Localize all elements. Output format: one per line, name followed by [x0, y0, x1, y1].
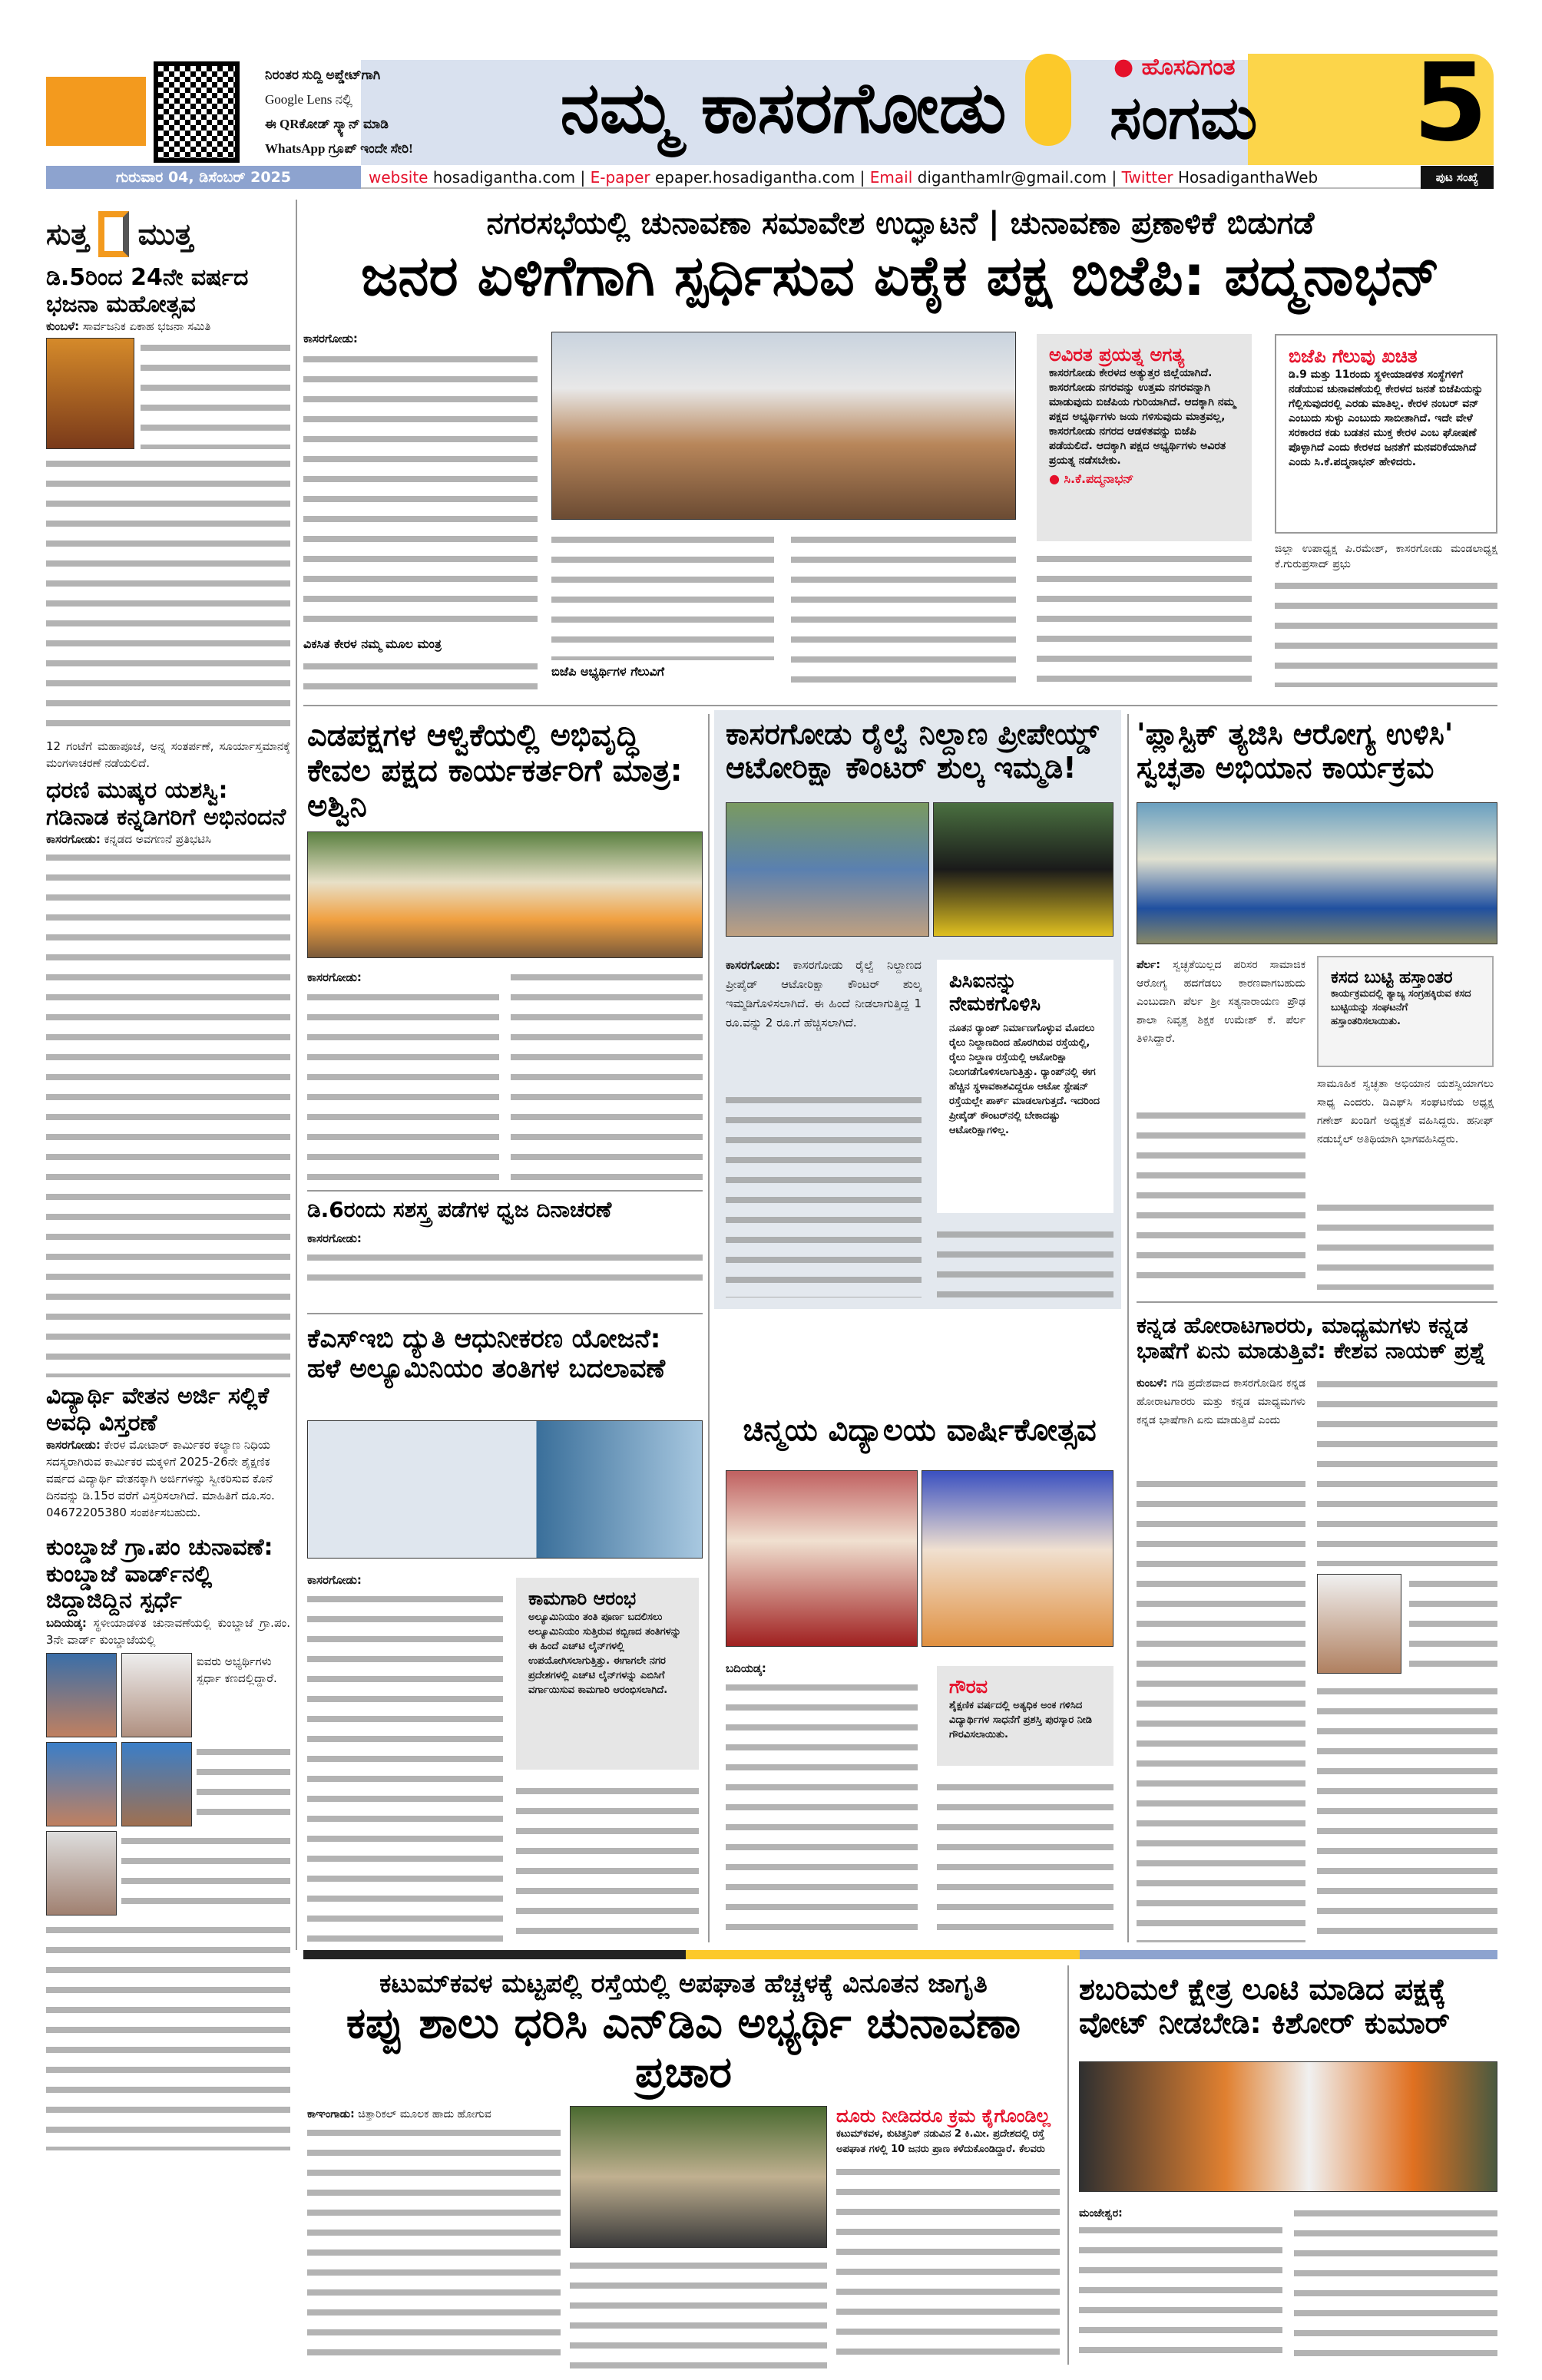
- email-link[interactable]: diganthamlr@gmail.com: [917, 168, 1107, 187]
- story-headline: 'ಪ್ಲಾಸ್ಟಿಕ್ ತ್ಯಜಿಸಿ ಆರೋಗ್ಯ ಉಳಿಸಿ' ಸ್ವಚ್ಛತಾ ಅಭಿಯಾನ ಕಾರ್ಯಕ್ರಮ: [1137, 717, 1454, 785]
- nda-content: [307, 2106, 1060, 2368]
- band-segment: [1080, 1950, 1497, 1959]
- text-lines: [46, 1920, 290, 2150]
- story-divider: [307, 1190, 703, 1192]
- text-column: [307, 967, 499, 1182]
- band-segment: [303, 1950, 686, 1959]
- cleanliness-photo: [1137, 802, 1497, 944]
- info-box: [516, 1578, 699, 1770]
- dateline: ಕಾಸರಗೋಡು:: [46, 1438, 101, 1452]
- box-title: ಪಿಸಿಐನನ್ನು ನೇಮಕಗೊಳಿಸಿ: [949, 970, 1041, 1016]
- box-title: ಅವಿರತ ಪ್ರಯತ್ನ ಅಗತ್ಯ: [1049, 344, 1185, 365]
- text-lines: [303, 656, 538, 699]
- box-title: ಕಸದ ಬುಟ್ಟಿ ಹಸ್ತಾಂತರ: [1331, 968, 1453, 987]
- candidate-photo: [121, 1742, 192, 1826]
- box-text: ಅಲ್ಯೂಮಿನಿಯಂ ತಂತಿ ಪೂರ್ಣ ಬದಲಿಸಲು ಅಲ್ಯೂಮಿನಿಯಂ ಸುತ್ತಿರುವ ಕಬ್ಬಿಣದ ತಂತಿಗಳನ್ನು ಈ ಹಿಂದೆ ಎಚ್‌ಟಿ ಲೈನ್‌ಗಳಲ್ಲಿ ಉಪಯೋಗಿಸಲಾಗುತ್ತಿತ್ತು. ಈಗಾಗಲೇ ನಗರ ಪ್ರದೇಶಗಳಲ್ಲಿ ಎಚ್‌ಟಿ ಲೈನ್‌ಗಳನ್ನು ಎಬಿಸಿಗೆ ವರ್ಗಾಯಿಸುವ ಕಾಮಗಾರಿ ಆರಂಭಿಸಲಾಗಿದೆ.: [528, 1611, 681, 1696]
- page-label: ಪುಟ ಸಂಖ್ಯೆ: [1421, 166, 1494, 189]
- convention-photo: [551, 332, 1016, 520]
- column-divider: [708, 714, 710, 1942]
- box-title: ಗೌರವ: [949, 1676, 988, 1697]
- top-story-subhead: ವಿಕಸಿತ ಕೇರಳ ನಮ್ಮ ಮೂಲ ಮಂತ್ರ: [303, 636, 442, 651]
- road-campaign-photo: [570, 2106, 827, 2248]
- box-title: ಕಾಮಗಾರಿ ಆರಂಭ: [528, 1588, 637, 1609]
- twitter-link[interactable]: HosadiganthaWeb: [1178, 168, 1319, 187]
- story-lead: [307, 1228, 362, 1248]
- story-headline: ಚಿನ್ಮಯ ವಿದ್ಯಾಲಯ ವಾರ್ಷಿಕೋತ್ಸವ: [743, 1413, 1097, 1448]
- box-text: ಕಾಸರಗೋಡು ಕೇರಳದ ಅತ್ಯುತ್ತರ ಜಿಲ್ಲೆಯಾಗಿದೆ. ಕಾಸರಗೋಡು ನಗರವನ್ನು ಉತ್ತಮ ನಗರವನ್ನಾಗಿ ಮಾಡುವುದು ಬಿಜೆಪಿಯ ಗುರಿಯಾಗಿದೆ. ಆದಕ್ಕಾಗಿ ನಮ್ಮ ಪಕ್ಷದ ಅಭ್ಯರ್ಥಿಗಳು ಜಯ ಗಳಿಸುವುದು ಮಾತ್ರವಲ್ಲ, ಕಾಸರಗೋಡು ನಗರದ ಆಡಳಿತವನ್ನು ಬಿಜೆಪಿ ಪಡೆಯಲಿದೆ. ಆದಕ್ಕಾಗಿ ಪಕ್ಷದ ಅಭ್ಯರ್ಥಿಗಳು ಅವಿರತ ಪ್ರಯತ್ನ ನಡೆಸಬೇಕು.: [1049, 366, 1236, 467]
- info-box: [937, 960, 1113, 1213]
- story-headline: ಡಿ.5ರಿಂದ 24ನೇ ವರ್ಷದ ಭಜನಾ ಮಹೋತ್ಸವ: [46, 264, 249, 318]
- section-logo: [46, 211, 292, 257]
- alvins-text: [307, 967, 703, 1182]
- text-lines: [791, 530, 1016, 683]
- story-kicker: ಕಟುಮ್‌ಕವಳ ಮಟ್ಟಪಲ್ಲಿ ರಸ್ತೆಯಲ್ಲಿ ಅಪಘಾತ ಹೆಚ್ಚಳಕ್ಕೆ ವಿನೂತನ ಜಾಗೃತಿ: [379, 1969, 988, 1999]
- color-band: [303, 1950, 1497, 1959]
- info-box: [1317, 956, 1494, 1067]
- box-text: ಡಿ.9 ಮತ್ತು 11ರಂದು ಸ್ಥಳೀಯಾಡಳಿತ ಸಂಸ್ಥೆಗಳಿಗೆ ನಡೆಯುವ ಚುನಾವಣೆಯಲ್ಲಿ ಕೇರಳದ ಜನತೆ ಬಿಜೆಪಿಯನ್ನು ಗೆಲ್ಲಿಸುವುದರಲ್ಲಿ ಎರಡು ಮಾತಿಲ್ಲ. ಕೇರಳ ನಂಬರ್ ವನ್ ಎಂಬುದು ಸುಳ್ಳು ಎಂಬುದು ಸಾಬೀತಾಗಿದೆ. ಇದೇ ವೇಳೆ ಸರಕಾರದ ಕಡು ಬಡತನ ಮುಕ್ತ ಕೇರಳ ಎಂಬ ಘೋಷಣೆ ಪೊಳ್ಳಾಗಿದೆ ಎಂದು ಕೇರಳದ ಜನತೆಗೆ ಮನವರಿಕೆಯಾಗಿದೆ ಎಂದು ಸಿ.ಕೆ.ಪದ್ಮನಾಭನ್ ಹೇಳಿದರು.: [1289, 368, 1484, 468]
- contact-bar: website hosadigantha.com | E-paper epaper.hosadigantha.com | Email diganthamlr@gmail.com | Twitter HosadiganthaWeb: [361, 166, 1421, 189]
- dateline: ಕಾಸರಗೋಡು:: [46, 832, 101, 846]
- story-headline: ಕುಂಬ್ಡಾಜೆ ಗ್ರಾ.ಪಂ ಚುನಾವಣೆ: ಕುಂಬ್ಡಾಜೆ ವಾರ್ಡ್‌ನಲ್ಲಿ ಜಿದ್ದಾಜಿದ್ದಿನ ಸ್ಪರ್ಧೆ: [46, 1534, 273, 1614]
- text-lines: [570, 2256, 827, 2368]
- story-divider: [307, 1313, 703, 1314]
- dateline: ಕಾಸರಗೋಡು:: [726, 958, 780, 972]
- link-label: Email: [869, 168, 913, 187]
- column-divider: [296, 200, 297, 1950]
- text-lines: [307, 1589, 503, 1942]
- candidate-photo: [46, 1831, 117, 1916]
- box-byline: ● ಸಿ.ಕೆ.ಪದ್ಮನಾಭನ್: [1049, 471, 1134, 486]
- dateline: ಕಾಸರಗೋಡು:: [303, 332, 358, 345]
- text-lines: [937, 1225, 1113, 1297]
- text-lines: [307, 1248, 703, 1294]
- dateline: ಪೆರ್ಲ:: [1137, 959, 1161, 971]
- brand-logo: ● ಹೊಸದಿಗಂತ: [1113, 54, 1236, 81]
- lead-text: ಕನ್ನಡದ ಅವಗಣನೆ ಪ್ರತಿಭಟಿಸಿ: [104, 832, 211, 846]
- text-lines: [1317, 1374, 1497, 1566]
- epaper-link[interactable]: epaper.hosadigantha.com: [655, 168, 855, 187]
- section-title: ಸಂಗಮ: [1110, 84, 1258, 153]
- page-number: 5: [1413, 41, 1488, 166]
- text-lines: [1079, 2220, 1282, 2365]
- lead-text: ಸಾರ್ವಜನಿಕ ಏಕಾಹ ಭಜನಾ ಸಮಿತಿ: [82, 319, 211, 333]
- window-icon: [98, 211, 129, 257]
- qr-line: ನಿರಂತರ ಸುದ್ದಿ ಅಪ್ಡೇಟ್‌ಗಾಗಿ: [265, 68, 381, 82]
- link-label: website: [369, 168, 429, 187]
- dateline: ಮಂಜೇಶ್ವರ:: [1079, 2207, 1123, 2220]
- dateline: ಬದಿಯಡ್ಕ:: [46, 1615, 87, 1630]
- story-lead: [307, 1570, 362, 1590]
- lead-text: ಸ್ಥಳೀಯಾಡಳಿತ ಚುನಾವಣೆಯಲ್ಲಿ ಕುಂಬ್ಡಾಜೆ ಗ್ರಾ.ಪಂ. 3ನೇ ವಾರ್ಡ್ ಕುಂಬ್ಡಾಜೆಯಲ್ಲಿ: [46, 1615, 290, 1647]
- story-lead: [726, 1658, 766, 1678]
- top-story-tail: ಜಿಲ್ಲಾ ಉಪಾಧ್ಯಕ್ಷ ಪಿ.ರಮೇಶ್, ಕಾಸರಗೋಡು ಮಂಡಲಾಧ್ಯಕ್ಷ ಕೆ.ಗುರುಪ್ರಸಾದ್ ಪ್ರಭು: [1275, 543, 1497, 570]
- autorickshaw-photo: [933, 802, 1113, 937]
- text-lines: [516, 1781, 699, 1942]
- qr-code: [154, 61, 240, 163]
- text-column: [307, 2106, 561, 2368]
- link-label: E-paper: [590, 168, 650, 187]
- text-lines: [551, 530, 774, 660]
- alvins-story: [307, 718, 703, 1182]
- link-label: Twitter: [1121, 168, 1173, 187]
- bhajan-photo: [46, 338, 134, 449]
- story-headline: ಕಪ್ಪು ಶಾಲು ಧರಿಸಿ ಎನ್‌ಡಿಎ ಅಭ್ಯರ್ಥಿ ಚುನಾವಣಾ ಪ್ರಚಾರ: [346, 1998, 1021, 2098]
- left-column: [46, 265, 290, 2150]
- text-lines: [1317, 1681, 1497, 1942]
- dateline: ಕಾಸರಗೋಡು:: [307, 970, 362, 984]
- text-lines: [1137, 1106, 1305, 1290]
- top-story-headline: ಜನರ ಏಳಿಗೆಗಾಗಿ ಸ್ಪರ್ಧಿಸುವ ಏಕೈಕ ಪಕ್ಷ ಬಿಜೆಪಿ: ಪದ್ಮನಾಭನ್: [361, 243, 1440, 308]
- story-lead: [46, 1436, 290, 1521]
- dateline: ಕುಂಬಳೆ:: [46, 319, 80, 333]
- text-lines: [121, 1831, 290, 1916]
- box-title: ಬಿಜೆಪಿ ಗೆಲುವು ಖಚಿತ: [1289, 345, 1418, 367]
- band-segment: [686, 1950, 1080, 1959]
- story-divider: [1137, 1301, 1497, 1303]
- candidate-photo: [46, 1742, 117, 1826]
- info-box: [1037, 334, 1252, 541]
- orange-block: [46, 77, 146, 146]
- story-tail: 12 ಗಂಟೆಗೆ ಮಹಾಪೂಜೆ, ಅನ್ನ ಸಂತರ್ಪಣೆ, ಸೂರ್ಯಾಸ್ತಮಾನಕ್ಕೆ ಮಂಗಳಾಚರಣೆ ನಡೆಯಲಿದೆ.: [46, 739, 290, 770]
- box-text: ನೂತನ ರ್‍ಯಾಂಪ್ ನಿರ್ಮಾಣಗೊಳ್ಳುವ ಮೊದಲು ರೈಲು ನಿಲ್ದಾಣದಿಂದ ಹೊರಗಿರುವ ರಸ್ತೆಯಲ್ಲಿ, ರೈಲು ನಿಲ್ದಾಣ ರಸ್ತೆಯಲ್ಲಿ ಆಟೋರಿಕ್ಷಾ ನಿಲುಗಡೆಗೊಳಿಸಲಾಗುತ್ತಿತ್ತು. ರ್‍ಯಾಂಪ್‌ನಲ್ಲಿ ಈಗ ಹೆಚ್ಚಿನ ಸ್ಥಳಾವಕಾಶವಿದ್ದರೂ ಆಟೋ ಸ್ಟೇಷನ್ ರಸ್ತೆಯಲ್ಲೇ ಪಾರ್ಕ್ ಮಾಡಲಾಗುತ್ತದೆ. ಇದರಿಂದ ಪ್ರೀಪೈಡ್ ಕೌಂಟರ್‌ನಲ್ಲಿ ಬೇಕಾದಷ್ಟು ಆಟೋರಿಕ್ಷಾಗಳಿಲ್ಲ.: [949, 1022, 1100, 1136]
- lead-text: ಕಾಸರಗೋಡು ರೈಲ್ವೆ ನಿಲ್ದಾಣದ ಪ್ರೀಪೈಡ್ ಆಟೋರಿಕ್ಷಾ ಕೌಂಟರ್ ಶುಲ್ಕ ಇಮ್ಮಡಿಗೊಳಿಸಲಾಗಿದೆ. ಈ ಹಿಂದೆ ನೀಡಲಾಗುತ್ತಿದ್ದ 1 ರೂ.ವನ್ನು 2 ರೂ.ಗೆ ಹೆಚ್ಚಿಸಲಾಗಿದೆ.: [726, 958, 922, 1030]
- text-lines: [46, 454, 290, 738]
- text-lines: [197, 1742, 290, 1826]
- power-line-photo: [307, 1420, 703, 1559]
- qr-line: ಈ QRಕೋಡ್ ಸ್ಕ್ಯಾನ್ ಮಾಡಿ: [265, 117, 389, 131]
- chinmaya-stage-photo: [922, 1470, 1113, 1647]
- text-lines: [307, 987, 499, 1182]
- story-headline: ಎಡಪಕ್ಷಗಳ ಆಳ್ವಿಕೆಯಲ್ಲಿ ಅಭಿವೃದ್ಧಿ ಕೇವಲ ಪಕ್ಷದ ಕಾರ್ಯಕರ್ತರಿಗೆ ಮಾತ್ರ: ಅಶ್ವಿನಿ: [307, 718, 683, 824]
- candidate-photo: [121, 1653, 192, 1737]
- dateline: ಬದಿಯಡ್ಕ:: [726, 1661, 766, 1675]
- story-lead: [1137, 1374, 1305, 1430]
- story-lead: [307, 2106, 561, 2123]
- box-text: ಕಟುಮ್‌ಕವಳ, ಕುಟಿತ್ತನಿಕ್ ನಡುವಿನ 2 ಕಿ.ಮೀ. ಪ್ರದೇಶದಲ್ಲಿ ರಸ್ತೆ ಅಪಘಾತ ಗಳಲ್ಲಿ 10 ಜನರು ಪ್ರಾಣ ಕಳೆದುಕೊಂಡಿದ್ದಾರೆ. ಕೆಲವರು: [836, 2128, 1045, 2156]
- column-divider: [1067, 1965, 1069, 2365]
- photo-column: [570, 2106, 827, 2368]
- qr-line: Google Lens ನಲ್ಲಿ: [265, 92, 352, 107]
- story-lead: [307, 967, 499, 987]
- text-lines: [141, 338, 290, 449]
- keshava-nayak-photo: [1317, 1574, 1401, 1674]
- story-headline: ಕೆಎಸ್‌ಇಬಿ ದ್ಯುತಿ ಆಧುನೀಕರಣ ಯೋಜನೆ: ಹಳೆ ಅಲ್ಯೂಮಿನಿಯಂ ತಂತಿಗಳ ಬದಲಾವಣೆ: [307, 1324, 666, 1385]
- lead-text: ಸ್ವಚ್ಛತೆಯಿಲ್ಲದ ಪರಿಸರ ಸಾಮಾಜಿಕ ಆರೋಗ್ಯ ಹದಗೆಡಲು ಕಾರಣವಾಗಬಹುದು ಎಂಬುದಾಗಿ ಪೆರ್ಲ ಶ್ರೀ ಸತ್ಯನಾರಾಯಣ ಪ್ರೌಢ ಶಾಲಾ ನಿವೃತ್ತ ಶಿಕ್ಷಕ ಉಮೇಶ್ ಕೆ. ಪೆರ್ಲ ತಿಳಿಸಿದ್ದಾರೆ.: [1137, 959, 1306, 1045]
- text-lines: [937, 1777, 1113, 1942]
- story-headline: ಡಿ.6ರಂದು ಸಶಸ್ತ್ರ ಪಡೆಗಳ ಧ್ವಜ ದಿನಾಚರಣೆ: [307, 1197, 612, 1222]
- text-lines: [46, 848, 290, 1377]
- story-text: ಸಾಮೂಹಿಕ ಸ್ವಚ್ಛತಾ ಅಭಿಯಾನ ಯಶಸ್ವಿಯಾಗಲು ಸಾಧ್ಯ ಎಂದರು. ಡಿಎಫ್‌ಸಿ ಸಂಘಟನೆಯ ಅಧ್ಯಕ್ಷ ಗಣೇಶ್ ಖಂಡಿಗೆ ಅಧ್ಯಕ್ಷತೆ ವಹಿಸಿದ್ದರು. ಹನೀಫ್ ನಡುಬೈಲ್ ಅತಿಥಿಯಾಗಿ ಭಾಗವಹಿಸಿದ್ದರು.: [1317, 1078, 1494, 1145]
- candidate-note: ಐವರು ಅಭ್ಯರ್ಥಿಗಳು ಸ್ಪರ್ಧಾ ಕಣದಲ್ಲಿದ್ದಾರೆ.: [197, 1654, 277, 1685]
- text-lines: [303, 349, 538, 633]
- text-lines: [511, 967, 703, 1182]
- info-box: [937, 1666, 1113, 1766]
- section-divider: [303, 705, 1497, 706]
- box-title: ದೂರು ನೀಡಿದರೂ ಕ್ರಮ ಕೈಗೊಂಡಿಲ್ಲ: [836, 2105, 1051, 2127]
- top-story-lead: [303, 330, 538, 347]
- masthead-title: ನಮ್ಮ ಕಾಸರಗೋಡು: [560, 67, 1007, 149]
- section-logo-right: ಮುತ್ತ: [137, 217, 194, 251]
- byline: ಸಿ.ಕೆ.ಪದ್ಮನಾಭನ್: [1064, 471, 1134, 486]
- date-bar: [46, 166, 361, 189]
- story-headline: ಕನ್ನಡ ಹೋರಾಟಗಾರರು, ಮಾಧ್ಯಮಗಳು ಕನ್ನಡ ಭಾಷೆಗೆ ಏನು ಮಾಡುತ್ತಿವೆ: ಕೇಶವ ನಾಯಕ್ ಪ್ರಶ್ನೆ: [1137, 1312, 1486, 1364]
- story-lead: [1137, 956, 1305, 1048]
- text-lines: [307, 2123, 561, 2368]
- issue-date: ಗುರುವಾರ 04, ಡಿಸೆಂಬರ್ 2025: [115, 169, 292, 186]
- qr-caption: [265, 63, 413, 161]
- alvins-photo: [307, 831, 703, 958]
- lead-text: ಗಡಿ ಪ್ರದೇಶವಾದ ಕಾಸರಗೋಡಿನ ಕನ್ನಡ ಹೋರಾಟಗಾರರು ಮತ್ತು ಕನ್ನಡ ಮಾಧ್ಯಮಗಳು ಕನ್ನಡ ಭಾಷೆಗಾಗಿ ಏನು ಮಾಡುತ್ತಿವೆ ಎಂದು: [1137, 1377, 1305, 1426]
- counter-photo: [726, 802, 929, 937]
- lead-text: ಕೇರಳ ಮೋಟಾರ್ ಕಾರ್ಮಿಕರ ಕಲ್ಯಾಣ ನಿಧಿಯ ಸದಸ್ಯರಾಗಿರುವ ಕಾರ್ಮಿಕರ ಮಕ್ಕಳಿಗೆ 2025-26ನೇ ಶೈಕ್ಷಣಿಕ ವರ್ಷದ ವಿದ್ಯಾರ್ಥಿ ವೇತನಕ್ಕಾಗಿ ಅರ್ಜಿಗಳನ್ನು ಸ್ವೀಕರಿಸುವ ಕೊನೆ ದಿನವನ್ನು ಡಿ.15ರ ವರೆಗೆ ವಿಸ್ತರಿಸಲಾಗಿದೆ. ಮಾಹಿತಿಗೆ ದೂ.ಸಂ. 04672205380 ಸಂಪರ್ಕಿಸಬಹುದು.: [46, 1438, 275, 1519]
- text-lines: [726, 1090, 922, 1297]
- story-headline: ವಿದ್ಯಾರ್ಥಿ ವೇತನ ಅರ್ಜಿ ಸಲ್ಲಿಕೆ ಅವಧಿ ವಿಸ್ತರಣೆ: [46, 1383, 270, 1436]
- dateline: ಕಾಸರಗೋಡು:: [307, 1573, 362, 1587]
- text-lines: [1409, 1574, 1497, 1674]
- top-story-subhead: ಬಿಜೆಪಿ ಅಭ್ಯರ್ಥಿಗಳ ಗೆಲುವಿಗೆ: [551, 664, 665, 679]
- dateline: ಕಾಞಂಗಾಡು:: [307, 2107, 355, 2121]
- dateline: ಕುಂಬಳೆ:: [1137, 1377, 1168, 1390]
- brand-name: ಹೊಸದಿಗಂತ: [1141, 54, 1236, 81]
- story-lead: [46, 318, 290, 335]
- story-headline: ಕಾಸರಗೋಡು ರೈಲ್ವೆ ನಿಲ್ದಾಣ ಪ್ರೀಪೇಯ್ಡ್ ಆಟೋರಿಕ್ಷಾ ಕೌಂಟರ್ ಶುಲ್ಕ ಇಮ್ಮಡಿ!: [726, 717, 1099, 785]
- text-lines: [726, 1678, 918, 1942]
- text-lines: [1275, 576, 1497, 687]
- text-lines: [836, 2162, 1060, 2368]
- story-lead: [46, 1615, 290, 1648]
- chinmaya-photo: [726, 1470, 918, 1647]
- dateline: ಕಾಸರಗೋಡು:: [307, 1231, 362, 1245]
- website-link[interactable]: hosadigantha.com: [432, 168, 576, 187]
- side-box: [836, 2106, 1060, 2368]
- candidate-photo: [46, 1653, 117, 1737]
- box-text: ಶೈಕ್ಷಣಿಕ ವರ್ಷದಲ್ಲಿ ಅತ್ಯಧಿಕ ಅಂಕ ಗಳಿಸಿದ ವಿದ್ಯಾರ್ಥಿಗಳ ಸಾಧನೆಗೆ ಪ್ರಶಸ್ತಿ ಪುರಸ್ಕಾರ ನೀಡಿ ಗೌರವಿಸಲಾಯಿತು.: [949, 1699, 1092, 1740]
- section-logo-left: ಸುತ್ತ: [46, 217, 89, 251]
- top-story-kicker: ನಗರಸಭೆಯಲ್ಲಿ ಚುನಾವಣಾ ಸಮಾವೇಶ ಉದ್ಘಾಟನೆ | ಚುನಾವಣಾ ಪ್ರಣಾಳಿಕೆ ಬಿಡುಗಡೆ: [486, 206, 1315, 241]
- info-box: [1275, 334, 1497, 534]
- story-headline: ಧರಣಿ ಮುಷ್ಕರ ಯಶಸ್ವಿ: ಗಡಿನಾಡ ಕನ್ನಡಿಗರಿಗೆ ಅಭಿನಂದನೆ: [46, 777, 286, 831]
- story-lead: [46, 831, 290, 848]
- qr-line: WhatsApp ಗ್ರೂಪ್ ಇಂದೇ ಸೇರಿ!: [265, 141, 413, 156]
- box-text: ಕಾರ್ಯಕ್ರಮದಲ್ಲಿ ತ್ಯಾಜ್ಯ ಸಂಗ್ರಹಕ್ಕಿರುವ ಕಸದ ಬುಟ್ಟಿಯನ್ನು ಸಂಘಟನೆಗೆ ಹಸ್ತಾಂತರಿಸಲಾಯಿತು.: [1331, 988, 1471, 1028]
- text-lines: [1037, 549, 1252, 687]
- story-headline: ಶಬರಿಮಲೆ ಕ್ಷೇತ್ರ ಲೂಟಿ ಮಾಡಿದ ಪಕ್ಷಕ್ಕೆ ವೋಟ್ ನೀಡಬೇಡಿ: ಕಿಶೋರ್ ಕುಮಾರ್: [1079, 1972, 1451, 2040]
- text-lines: [1137, 1474, 1305, 1942]
- text-lines: [1317, 1198, 1494, 1290]
- sabarimala-photo: [1079, 2061, 1497, 2192]
- nda-story: [307, 1969, 1060, 2368]
- story-lead: [726, 956, 922, 1033]
- column-divider: [1127, 714, 1129, 1942]
- text-lines: [1294, 2203, 1497, 2365]
- lead-text: ಚಿತ್ತಾರಿಕಲ್ ಮೂಲಕ ಹಾದು ಹೋಗುವ: [358, 2107, 491, 2121]
